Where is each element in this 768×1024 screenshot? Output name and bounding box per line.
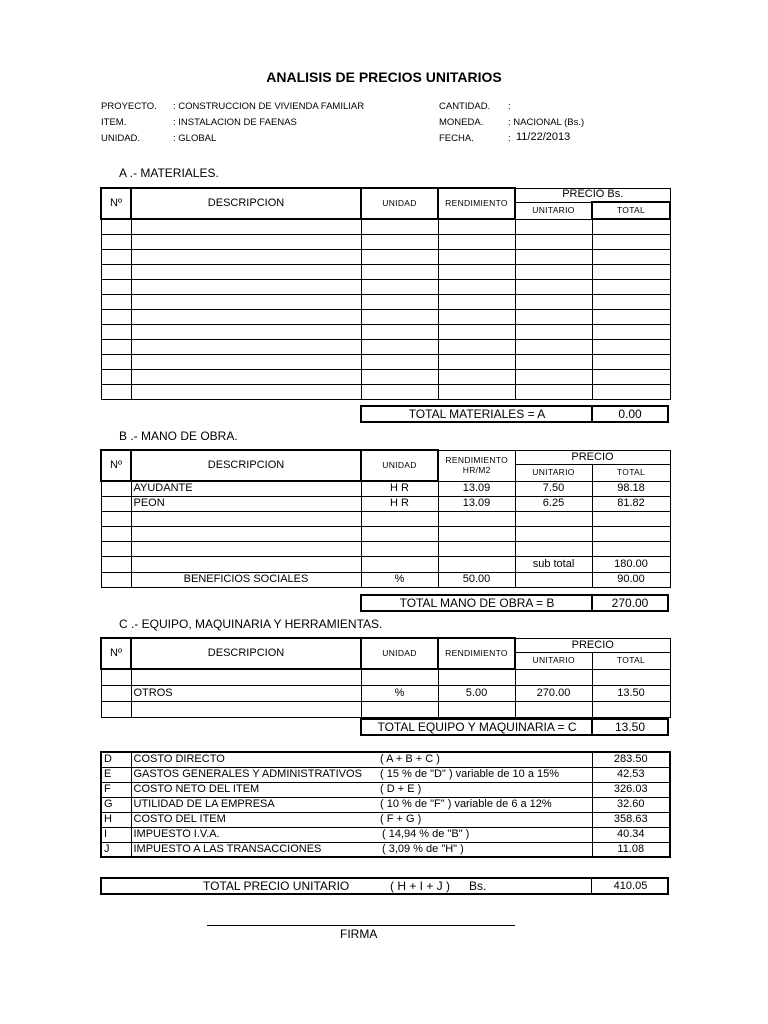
resumen-formula: ( 15 % de "D" ) variable de 10 a 15% [378,767,592,782]
total-precio-value: 410.05 [591,877,669,895]
row-descripcion: OTROS [131,685,361,701]
col-unitario: UNITARIO [515,464,592,481]
resumen-row [101,752,670,767]
table-row [101,279,670,294]
fecha-value: 11/22/2013 [516,131,571,143]
table-row [101,541,670,556]
moneda-label: MONEDA. [439,117,484,128]
col-descripcion: DESCRIPCION [131,638,361,669]
col-precio: PRECIO [515,450,670,464]
col-n: Nº [101,450,131,481]
table-row [101,384,670,399]
resumen-letter: I [101,827,131,842]
subtotal-value: 180.00 [592,556,670,572]
col-rendimiento: RENDIMIENTO [438,188,515,219]
mano-obra-table [100,449,671,588]
resumen-label: UTILIDAD DE LA EMPRESA [131,797,378,812]
fecha-label: FECHA. [439,133,474,144]
section-b-heading: B .- MANO DE OBRA. [119,429,238,443]
row-rendimiento: 13.09 [438,496,515,511]
beneficios-total: 90.00 [592,572,670,587]
table-row [101,369,670,384]
materiales-table [100,187,671,400]
table-row [101,354,670,369]
resumen-row [101,827,670,842]
section-c-heading: C .- EQUIPO, MAQUINARIA Y HERRAMIENTAS. [119,617,383,631]
table-row [101,219,670,234]
fecha-colon: : [508,133,511,144]
col-n: Nº [101,188,131,219]
table-row [101,496,670,511]
resumen-letter: H [101,812,131,827]
beneficios-unidad: % [361,572,438,587]
resumen-value: 42.53 [592,767,670,782]
resumen-formula: ( 14,94 % de "B" ) [378,827,592,842]
item-label: ITEM. [101,117,127,128]
row-rendimiento: 5.00 [438,685,515,701]
firma-label: FIRMA [340,927,378,941]
col-rendimiento [438,450,515,481]
resumen-row [101,782,670,797]
col-descripcion: DESCRIPCION [131,188,361,219]
col-rendimiento: RENDIMIENTO [438,638,515,669]
proyecto-value: : CONSTRUCCION DE VIVIENDA FAMILIAR [173,101,365,112]
resumen-letter: J [101,842,131,857]
resumen-letter: E [101,767,131,782]
resumen-label: IMPUESTO A LAS TRANSACCIONES [131,842,378,857]
beneficios-pct: 50.00 [438,572,515,587]
total-mano-obra-label: TOTAL MANO DE OBRA = B [360,594,592,612]
resumen-formula: ( A + B + C ) [378,752,592,767]
total-mano-obra-value: 270.00 [591,594,669,612]
resumen-label: COSTO DEL ITEM [131,812,378,827]
total-equipo-label: TOTAL EQUIPO Y MAQUINARIA = C [360,718,592,736]
row-descripcion: PEON [131,496,361,511]
row-unitario: 270.00 [515,685,592,701]
col-unidad: UNIDAD [361,188,438,219]
resumen-formula: ( D + E ) [378,782,592,797]
firma-line [207,925,515,926]
subtotal-row [101,556,670,572]
resumen-value: 326.03 [592,782,670,797]
col-rendimiento-unit: HR/M2 [462,464,491,475]
resumen-letter: G [101,797,131,812]
proyecto-label: PROYECTO. [101,101,157,112]
table-row [101,701,670,717]
unidad-value: : GLOBAL [173,133,217,144]
row-total: 13.50 [592,685,670,701]
resumen-row [101,812,670,827]
table-row [101,526,670,541]
beneficios-label: BENEFICIOS SOCIALES [131,572,361,587]
item-value: : INSTALACION DE FAENAS [173,117,297,128]
row-total: 81.82 [592,496,670,511]
resumen-label: IMPUESTO I.V.A. [131,827,378,842]
subtotal-label: sub total [515,556,592,572]
table-row [101,669,670,685]
total-precio-currency: Bs. [469,879,487,893]
total-precio-label: TOTAL PRECIO UNITARIO [203,879,350,893]
section-a-heading: A .- MATERIALES. [119,166,219,180]
resumen-table [100,751,671,858]
resumen-row [101,797,670,812]
table-row [101,234,670,249]
col-unitario: UNITARIO [515,202,592,219]
resumen-label: GASTOS GENERALES Y ADMINISTRATIVOS [131,767,378,782]
unidad-label: UNIDAD. [101,133,141,144]
col-unitario: UNITARIO [515,652,592,669]
col-precio: PRECIO [515,638,670,652]
col-descripcion: DESCRIPCION [131,450,361,481]
table-row [101,249,670,264]
col-total: TOTAL [592,202,670,219]
moneda-value: : NACIONAL (Bs.) [508,117,585,128]
row-descripcion: AYUDANTE [131,481,361,496]
col-n: Nº [101,638,131,669]
table-row [101,511,670,526]
table-row [101,339,670,354]
resumen-formula: ( 10 % de "F" ) variable de 6 a 12% [378,797,592,812]
resumen-row [101,842,670,857]
table-row [101,309,670,324]
table-row [101,294,670,309]
resumen-row [101,767,670,782]
resumen-value: 358.63 [592,812,670,827]
page-title: ANALISIS DE PRECIOS UNITARIOS [266,69,502,85]
row-unitario: 7.50 [515,481,592,496]
resumen-value: 283.50 [592,752,670,767]
total-precio-formula: ( H + I + J ) [390,879,451,893]
total-materiales-value: 0.00 [591,405,669,423]
col-rendimiento-label: RENDIMIENTO [445,454,509,465]
row-total: 98.18 [592,481,670,496]
resumen-formula: ( F + G ) [378,812,592,827]
resumen-label: COSTO NETO DEL ITEM [131,782,378,797]
resumen-letter: D [101,752,131,767]
resumen-value: 11.08 [592,842,670,857]
total-equipo-value: 13.50 [591,718,669,736]
beneficios-row [101,572,670,587]
equipo-table [100,637,671,718]
resumen-label: COSTO DIRECTO [131,752,378,767]
resumen-letter: F [101,782,131,797]
table-row [101,685,670,701]
row-rendimiento: 13.09 [438,481,515,496]
cantidad-label: CANTIDAD. [439,101,491,112]
cantidad-value: : [508,101,511,112]
resumen-value: 40.34 [592,827,670,842]
table-row [101,264,670,279]
resumen-value: 32.60 [592,797,670,812]
total-materiales-label: TOTAL MATERIALES = A [360,405,592,423]
col-precio: PRECIO Bs. [515,188,670,202]
col-unidad: UNIDAD [361,450,438,481]
col-total: TOTAL [592,652,670,669]
col-total: TOTAL [592,464,670,481]
row-unidad: H R [361,481,438,496]
resumen-formula: ( 3,09 % de "H" ) [378,842,592,857]
table-row [101,324,670,339]
total-precio-box [100,877,669,895]
row-unidad: % [361,685,438,701]
table-row [101,481,670,496]
col-unidad: UNIDAD [361,638,438,669]
row-unitario: 6.25 [515,496,592,511]
row-unidad: H R [361,496,438,511]
